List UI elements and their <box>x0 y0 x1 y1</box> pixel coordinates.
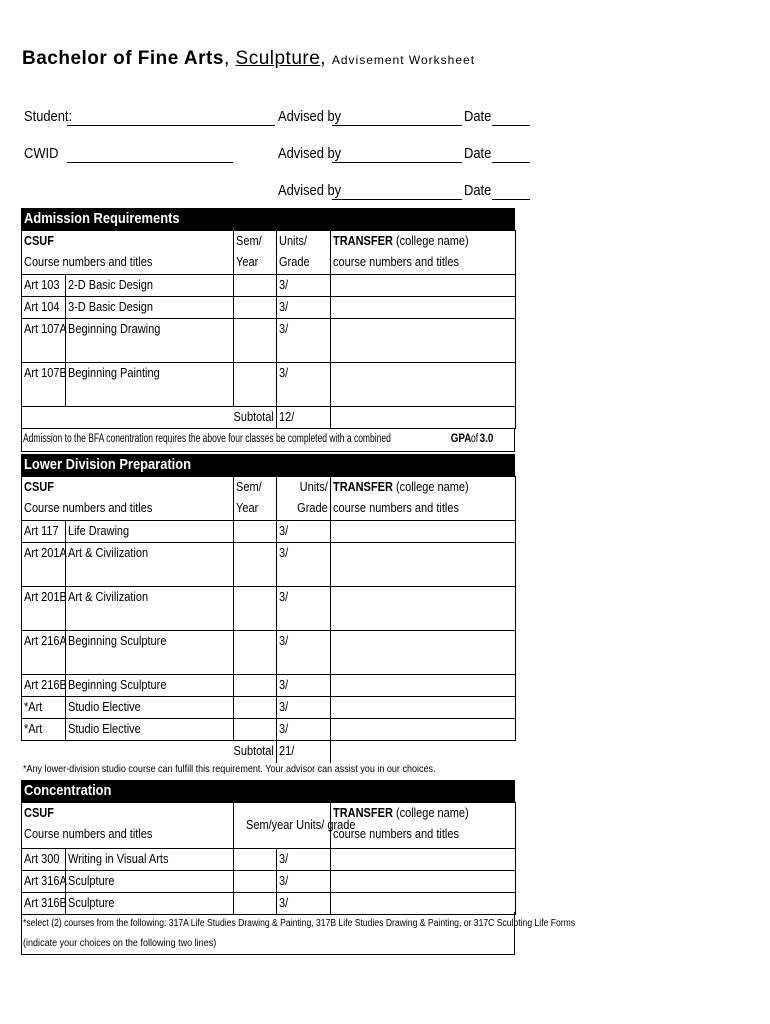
date-field-1[interactable] <box>492 125 530 126</box>
table-row: Art 216B Beginning Sculpture 3/ <box>22 675 516 697</box>
sem-cell[interactable] <box>234 871 277 893</box>
program-name: Sculpture <box>235 48 321 69</box>
transfer-cell[interactable] <box>331 697 516 719</box>
sem-cell[interactable] <box>234 849 277 871</box>
sem-cell[interactable] <box>234 587 277 631</box>
sem-cell[interactable] <box>234 297 277 319</box>
lower-division-table <box>21 476 516 763</box>
admission-section-header: Admission Requirements <box>21 208 515 230</box>
sem-cell[interactable] <box>234 319 277 363</box>
lower-header-row: CSUF Course numbers and titles Sem/ Year Units/ Grade TRANSFER (college name) course numbers and titles <box>22 477 516 521</box>
advised-by-label-3: Advised by <box>278 182 342 199</box>
sem-cell[interactable] <box>234 521 277 543</box>
sem-cell[interactable] <box>234 363 277 407</box>
subtotal-row: Subtotal 12/ <box>22 407 516 429</box>
degree-name: Bachelor of Fine Arts <box>22 48 224 69</box>
admission-header-row: CSUF Course numbers and titles Sem/ Year Units/ Grade TRANSFER (college name) course numbers and titles <box>22 231 516 275</box>
table-row: Art 300 Writing in Visual Arts 3/ <box>22 849 516 871</box>
sem-cell[interactable] <box>234 275 277 297</box>
transfer-cell[interactable] <box>331 631 516 675</box>
sem-cell[interactable] <box>234 675 277 697</box>
concentration-table <box>21 802 516 915</box>
advised-by-field-2[interactable] <box>332 162 462 163</box>
table-row: Art 216A Beginning Sculpture 3/ <box>22 631 516 675</box>
advised-by-field-3[interactable] <box>332 199 462 200</box>
sem-cell[interactable] <box>234 543 277 587</box>
sem-cell[interactable] <box>234 719 277 741</box>
transfer-cell[interactable] <box>331 849 516 871</box>
cwid-label: CWID <box>24 145 59 162</box>
table-row: Art 103 2-D Basic Design 3/ <box>22 275 516 297</box>
date-field-2[interactable] <box>492 162 530 163</box>
concentration-section-header: Concentration <box>21 780 515 802</box>
concentration-note-1: *select (2) courses from the following: 317A Life Studies Drawing & Painting, 317B Life Studies Drawing & Painting, or 317C Sculpting Life Forms <box>23 918 576 929</box>
transfer-cell[interactable] <box>331 543 516 587</box>
transfer-cell[interactable] <box>331 719 516 741</box>
cwid-field[interactable] <box>67 162 233 163</box>
table-row: *Art Studio Elective 3/ <box>22 697 516 719</box>
date-label-2: Date <box>464 145 492 162</box>
subtotal-row: Subtotal 21/ <box>22 741 516 763</box>
advised-by-label-2: Advised by <box>278 145 342 162</box>
table-row: *Art Studio Elective 3/ <box>22 719 516 741</box>
lower-division-note: *Any lower-division studio course can fulfill this requirement. Your advisor can assist you in our choices. <box>23 763 436 775</box>
transfer-cell[interactable] <box>331 297 516 319</box>
transfer-cell[interactable] <box>331 871 516 893</box>
transfer-cell[interactable] <box>331 319 516 363</box>
table-row: Art 201A Art & Civilization 3/ <box>22 543 516 587</box>
table-row: Art 104 3-D Basic Design 3/ <box>22 297 516 319</box>
concentration-note-2: (indicate your choices on the following two lines) <box>23 937 217 949</box>
transfer-cell[interactable] <box>331 275 516 297</box>
concentration-header-row: CSUF Course numbers and titles Sem/year Units/ grade TRANSFER (college name) course numbers and titles <box>22 803 516 849</box>
table-row: Art 316A Sculpture 3/ <box>22 871 516 893</box>
student-field[interactable] <box>67 125 275 126</box>
transfer-cell[interactable] <box>331 521 516 543</box>
advised-by-field-1[interactable] <box>332 125 462 126</box>
student-label: Student: <box>24 108 73 125</box>
admission-note: Admission to the BFA conentration requires the above four classes be completed with a combined GPAof3.0 <box>23 433 494 445</box>
transfer-cell[interactable] <box>331 675 516 697</box>
table-row: Art 107A Beginning Drawing 3/ <box>22 319 516 363</box>
date-label-3: Date <box>464 182 492 199</box>
table-row: Art 201B Art & Civilization 3/ <box>22 587 516 631</box>
table-row: Art 107B Beginning Painting 3/ <box>22 363 516 407</box>
page-title: Bachelor of Fine Arts, Sculpture, Advisement Worksheet <box>22 48 476 69</box>
admission-table <box>21 230 516 429</box>
date-label-1: Date <box>464 108 492 125</box>
table-row: Art 117 Life Drawing 3/ <box>22 521 516 543</box>
sem-cell[interactable] <box>234 697 277 719</box>
advised-by-label-1: Advised by <box>278 108 342 125</box>
sem-cell[interactable] <box>234 631 277 675</box>
lower-division-section-header: Lower Division Preparation <box>21 454 515 476</box>
transfer-cell[interactable] <box>331 587 516 631</box>
table-row: Art 316B Sculpture 3/ <box>22 893 516 915</box>
date-field-3[interactable] <box>492 199 530 200</box>
worksheet-label: Advisement Worksheet <box>331 53 476 67</box>
transfer-cell[interactable] <box>331 363 516 407</box>
